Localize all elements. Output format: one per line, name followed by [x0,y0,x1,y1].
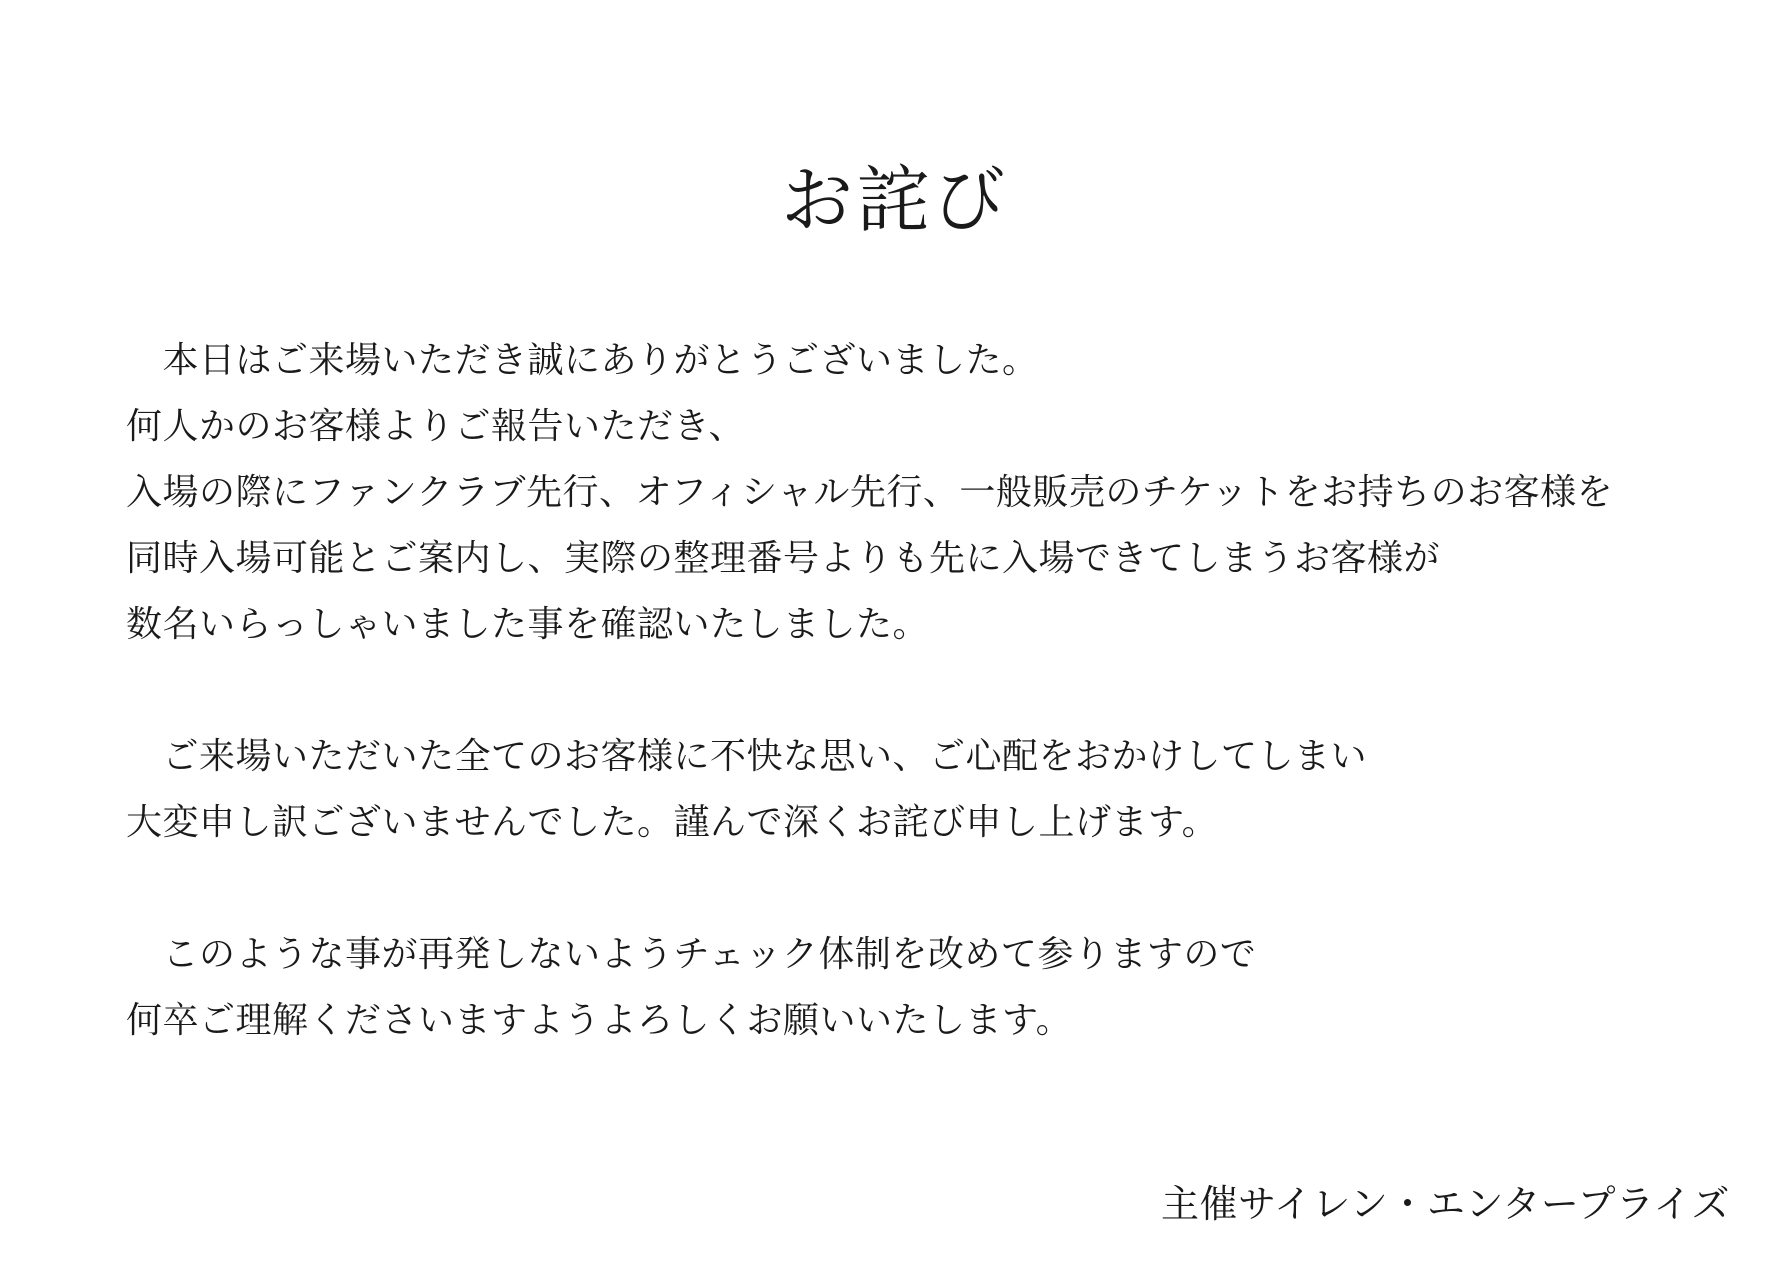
text-line: このような事が再発しないようチェック体制を改めて参りますので [126,934,1257,975]
text-line: 同時入場可能とご案内し、実際の整理番号よりも先に入場できてしまうお客様が [126,538,1441,579]
text-line: 数名いらっしゃいました事を確認いたしました。 [126,604,930,645]
organizer-signature: 主催サイレン・エンタープライズ [1161,1182,1730,1226]
paragraph-prevention [126,922,1686,1054]
text-line: 大変申し訳ございませんでした。謹んで深くお詫び申し上げます。 [126,802,1219,843]
text-line: 何卒ご理解くださいますようよろしくお願いいたします。 [126,1000,1073,1041]
paragraph-thanks [126,328,1686,658]
text-line: ご来場いただいた全てのお客様に不快な思い、ご心配をおかけしてしまい [126,736,1368,777]
paragraph-apology [126,724,1686,856]
text-line: 入場の際にファンクラブ先行、オフィシャル先行、一般販売のチケットをお持ちのお客様を [126,472,1614,513]
text-line: 何人かのお客様よりご報告いただき、 [126,406,746,447]
text-line: 本日はご来場いただき誠にありがとうございました。 [126,340,1039,381]
notice-body [126,328,1686,1120]
page-title: お詫び [780,158,1009,242]
